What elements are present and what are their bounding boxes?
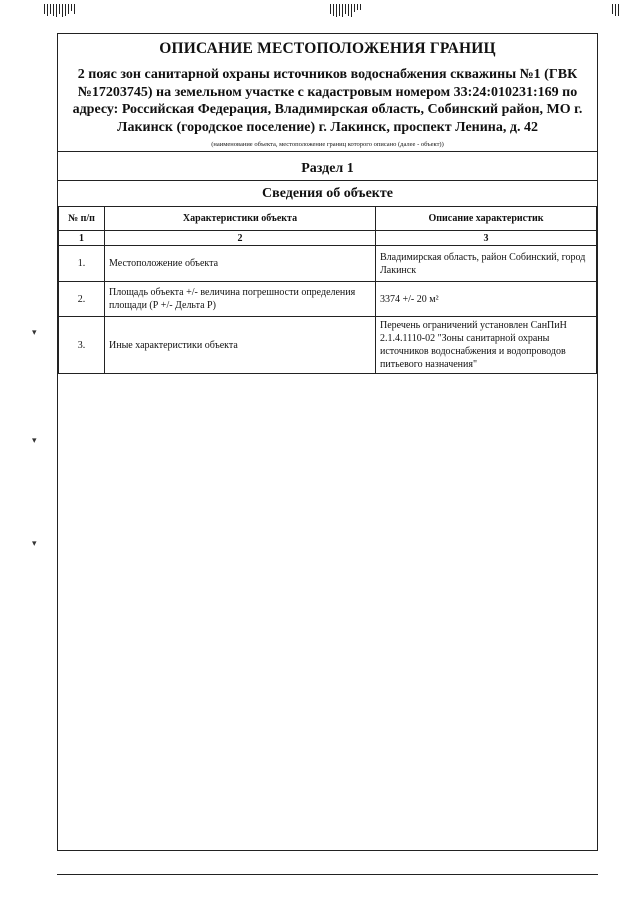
object-caption: (наименование объекта, местоположение границ которого описано (далее - объект)) xyxy=(211,141,444,148)
scan-dot: ▾ xyxy=(32,435,37,445)
header-characteristic: Характеристики объекта xyxy=(105,207,376,231)
row-characteristic: Площадь объекта +/- величина погрешности определения площади (Р +/- Дельта Р) xyxy=(105,282,376,317)
row-characteristic: Иные характеристики объекта xyxy=(105,317,376,374)
row-description: Владимирская область, район Собинский, город Лакинск xyxy=(376,246,597,282)
scan-dot: ▾ xyxy=(32,538,37,548)
scan-dot: ▾ xyxy=(32,327,37,337)
section-title: Раздел 1 xyxy=(301,161,354,176)
column-number: 1 xyxy=(59,231,105,246)
divider xyxy=(58,151,597,152)
document-title: ОПИСАНИЕ МЕСТОПОЛОЖЕНИЯ ГРАНИЦ xyxy=(159,40,496,57)
column-number: 2 xyxy=(105,231,376,246)
table-header-row xyxy=(59,207,597,231)
row-num: 3. xyxy=(59,317,105,374)
header-description: Описание характеристик xyxy=(376,207,597,231)
row-description: 3374 +/- 20 м² xyxy=(376,282,597,317)
scan-marks-left xyxy=(44,4,77,18)
table-row xyxy=(59,282,597,317)
row-characteristic: Местоположение объекта xyxy=(105,246,376,282)
document-frame xyxy=(57,33,598,851)
page-bottom-rule xyxy=(57,874,598,875)
document-subtitle: 2 пояс зон санитарной охраны источников водоснабжения скважины №1 (ГВК №17203745) на земельном участке с кадастровым номером 33:24:010231:169 по адресу: Российская Федерация, Владимирская область, Собинский район, МО г. Лакинск (городское поселение) г. Лакинск, проспект Ленина, д. 42 xyxy=(72,67,583,135)
row-description: Перечень ограничений установлен СанПиН 2.1.4.1110-02 "Зоны санитарной охраны источников водоснабжения и водопроводов питьевого назначения" xyxy=(376,317,597,374)
column-number-row xyxy=(59,231,597,246)
section-subtitle: Сведения об объекте xyxy=(262,186,393,201)
object-info-table xyxy=(58,206,597,374)
header-num: № п/п xyxy=(59,207,105,231)
scan-marks-right xyxy=(612,4,621,18)
table-row xyxy=(59,246,597,282)
table-row xyxy=(59,317,597,374)
divider xyxy=(58,180,597,181)
scan-marks-center xyxy=(330,4,363,18)
column-number: 3 xyxy=(376,231,597,246)
row-num: 1. xyxy=(59,246,105,282)
row-num: 2. xyxy=(59,282,105,317)
